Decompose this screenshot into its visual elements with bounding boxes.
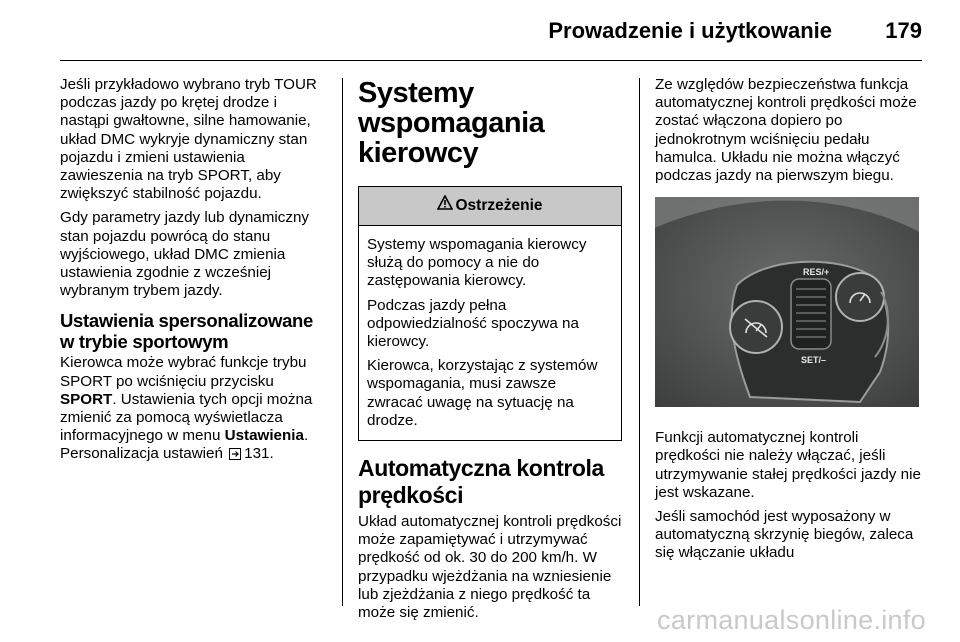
column-3	[655, 76, 923, 569]
watermark: carmanualsonline.info	[657, 605, 926, 635]
paragraph: Podczas jazdy pełna odpowiedzialność spoczywa na kierowcy.	[367, 296, 579, 351]
header-title: Prowadzenie i użytkowanie	[548, 18, 832, 43]
paragraph: Układ automatycznej kontroli prędkości może zapamiętywać i utrzymywać prędkość od ok. 30 do 200 km/h. W przypadku wjeżdżania na wzniesienie lub zjeżdżania z niego prędkość ta może się zmienić.	[358, 513, 622, 622]
paragraph: Gdy parametry jazdy lub dynamiczny stan pojazdu powrócą do stanu wyjściowego, układ DMC zmienia ustawienia zgodnie z wcześniej wybranym trybem jazdy.	[60, 209, 310, 300]
paragraph: Jeśli samochód jest wyposażony w automatyczną skrzynię biegów, zaleca się włączanie układu	[655, 508, 914, 562]
paragraph: Funkcji automatycznej kontroli prędkości nie należy włączać, jeśli utrzymywanie stałej prędkości jazdy nie jest wskazane.	[655, 429, 921, 501]
page-ref-icon	[229, 447, 241, 465]
column-2	[358, 78, 628, 628]
page-number: 179	[885, 18, 922, 43]
paragraph: Jeśli przykładowo wybrano tryb TOUR podczas jazdy po krętej drodze i nastąpi gwałtowne, silne hamowanie, układ DMC wykryje dynamiczny stan pojazdu i zmieni ustawienia zawieszenia na tryb SPORT, aby zwiększyć stabilność pojazdu.	[60, 76, 317, 203]
warning-body	[359, 226, 621, 440]
warning-title: Ostrzeżenie	[455, 197, 543, 215]
paragraph: Kierowca może wybrać funkcje trybu SPORT po wciśnięciu przycisku SPORT. Ustawienia tych opcji można zmienić za pomocą wyświetlacza informacyjnego w menu Ustawienia.	[60, 354, 313, 445]
header-rule	[60, 60, 922, 61]
paragraph: Ze względów bezpieczeństwa funkcja automatycznej kontroli prędkości może zostać włączona dopiero po jednokrotnym wciśnięciu pedału hamulca. Układu nie można włączyć podczas jazdy na pierwszym biegu.	[655, 76, 917, 185]
paragraph: Kierowca, korzystając z systemów wspomagania, musi zawsze zwracać uwagę na sytuację na drodze.	[367, 357, 598, 429]
res-label: RES/+	[803, 267, 830, 278]
section-heading: Systemy wspomagania kierowcy	[358, 77, 545, 169]
warning-triangle-icon	[437, 187, 453, 225]
warning-header	[359, 187, 621, 226]
column-divider-1	[342, 78, 343, 606]
set-label: SET/–	[801, 355, 827, 366]
column-divider-2	[639, 78, 640, 606]
paragraph: Systemy wspomagania kierowcy służą do pomocy a nie do zastępowania kierowcy.	[367, 236, 587, 290]
section-heading-2: Automatyczna kontrola prędkości	[358, 455, 604, 509]
subheading: Ustawienia spersonalizowane w trybie sportowym	[60, 310, 314, 353]
steering-wheel-controls-image	[655, 197, 919, 407]
warning-box	[358, 186, 622, 441]
column-1	[60, 76, 328, 472]
page-reference[interactable]: Personalizacja ustawień 131.	[60, 445, 328, 465]
